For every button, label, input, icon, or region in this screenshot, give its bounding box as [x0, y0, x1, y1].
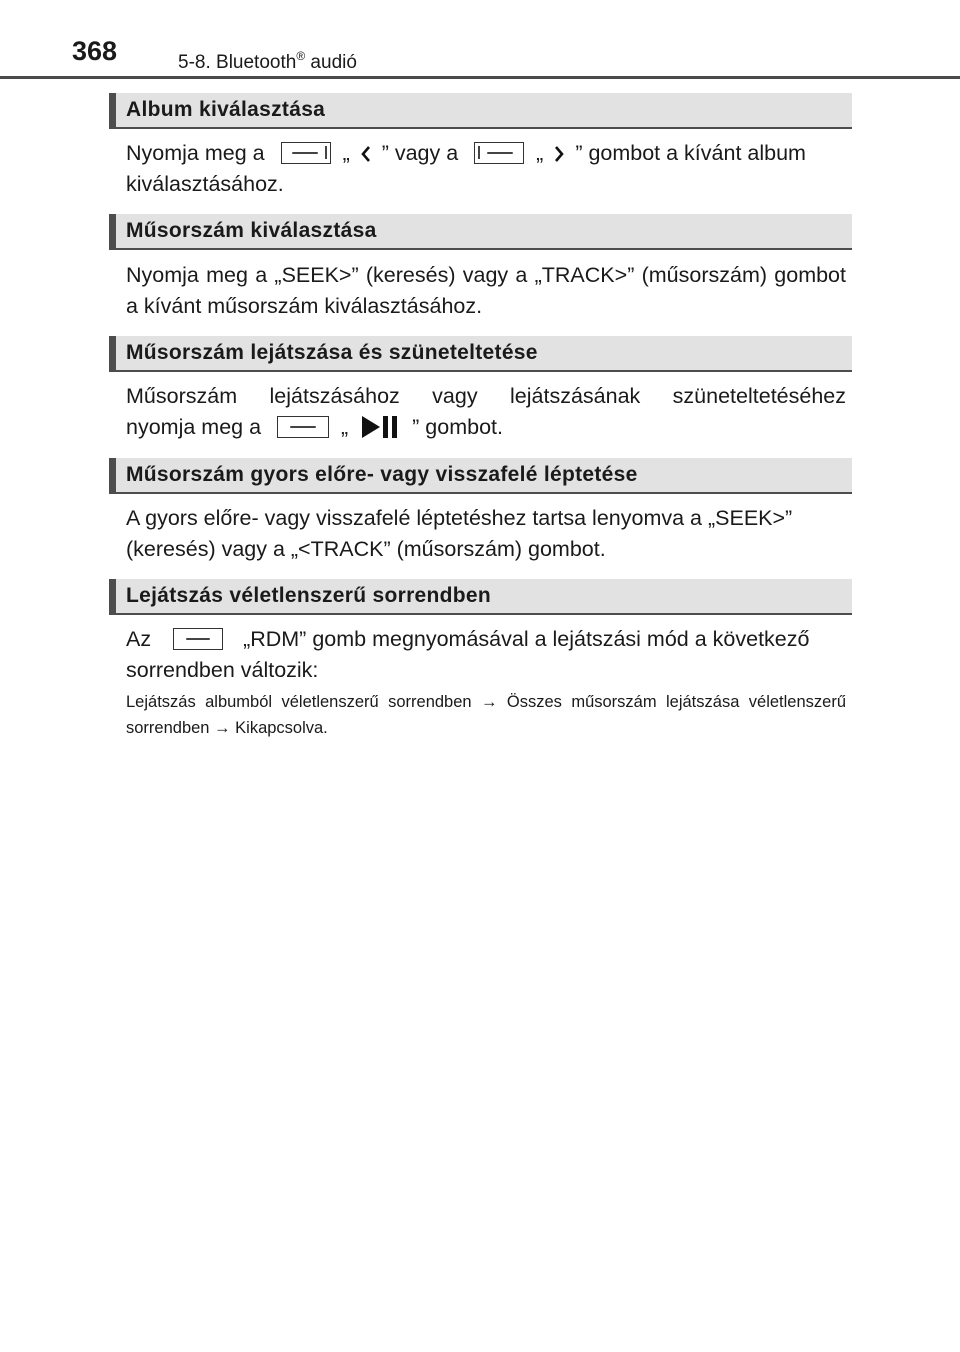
page-header [0, 0, 960, 78]
chevron-right-icon [553, 145, 565, 163]
open-quote: „ [342, 141, 350, 165]
section-heading-random: Lejátszás véletlenszerű sorrendben [109, 579, 852, 615]
chapter-suffix: audió [305, 52, 357, 73]
open-quote: „ [341, 415, 349, 439]
para-text: Nyomja meg a [126, 141, 265, 165]
play-pause-icon [360, 415, 400, 439]
para-text: sorrendben változik: [126, 658, 319, 682]
chevron-left-icon [360, 145, 372, 163]
radio-preset-button-icon [277, 416, 329, 438]
page-number: 368 [72, 36, 118, 66]
chapter-prefix: 5-8. Bluetooth [178, 52, 297, 73]
para-text: kiválasztásához. [126, 172, 284, 196]
para-text: ” vagy a [381, 141, 459, 165]
paragraph-random [126, 624, 846, 686]
paragraph-album [126, 138, 846, 200]
para-text: ” gombot a kívánt album [575, 141, 806, 165]
paragraph-play-pause [126, 381, 846, 443]
para-text: „RDM” gomb megnyomásával a lejátszási mód a következő [243, 627, 810, 651]
para-text: Az [126, 627, 152, 651]
radio-preset-button-icon [173, 628, 223, 650]
random-mode-note: Lejátszás albumból véletlenszerű sorrendben → Összes műsorszám lejátszása véletlenszerű sorrendben → Kikapcsolva. [126, 693, 846, 737]
para-text: nyomja meg a [126, 415, 262, 439]
registered-mark: ® [296, 49, 306, 63]
section-heading-seek: Műsorszám gyors előre- vagy visszafelé léptetése [109, 458, 852, 494]
section-heading-play-pause: Műsorszám lejátszása és szüneteltetése [109, 336, 852, 372]
open-quote: „ [536, 141, 544, 165]
section-heading-track: Műsorszám kiválasztása [109, 214, 852, 250]
paragraph-track: Nyomja meg a „SEEK>” (keresés) vagy a „TRACK>” (műsorszám) gombot a kívánt műsorszám kiválasztásához. [126, 263, 846, 318]
radio-preset-button-icon [281, 142, 331, 164]
header-rule [0, 76, 960, 79]
para-text: Műsorszám lejátszásához vagy lejátszásának szüneteltetéséhez [126, 384, 846, 408]
chapter-title [178, 44, 357, 75]
section-heading-album: Album kiválasztása [109, 93, 852, 129]
radio-preset-button-icon [474, 142, 524, 164]
paragraph-seek: A gyors előre- vagy visszafelé léptetéshez tartsa lenyomva a „SEEK>” (keresés) vagy a „<TRACK” (műsorszám) gombot. [126, 506, 793, 561]
para-text: ” gombot. [412, 415, 503, 439]
